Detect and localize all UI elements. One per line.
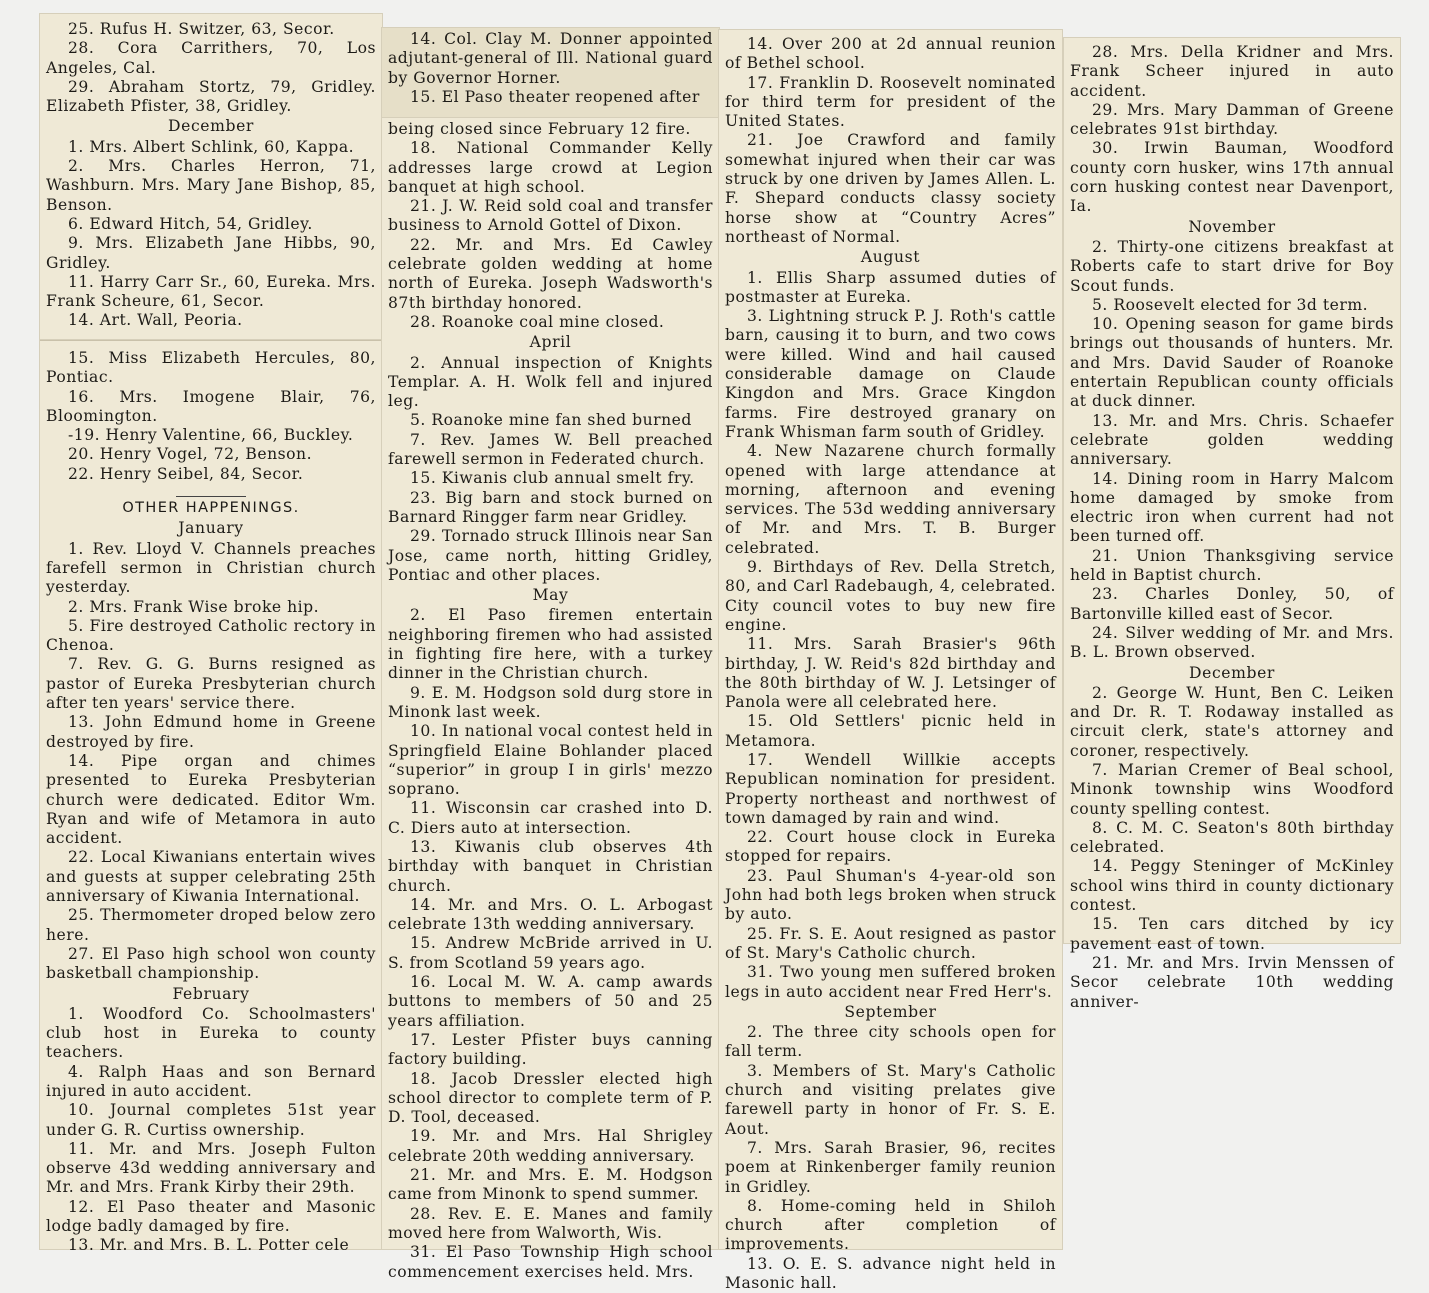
news-item: 2. The three city schools open for fall term. bbox=[725, 1023, 1056, 1061]
news-item: 21. Mr. and Mrs. E. M. Hodgson came from Minonk to spend summer. bbox=[388, 1166, 713, 1204]
news-item: 11. Harry Carr Sr., 60, Eureka. Mrs. Frank Scheure, 61, Secor. bbox=[46, 272, 376, 311]
month-heading: December bbox=[1189, 663, 1275, 682]
news-item: 11. Mrs. Sarah Brasier's 96th birthday, J. W. Reid's 82d birthday and the 80th birthday of W. J. Letsinger of Panola were all celebrated here. bbox=[725, 635, 1056, 712]
news-item: 13. Mr. and Mrs. Chris. Schaefer celebrate golden wedding anniversary. bbox=[1070, 411, 1394, 469]
news-item: 6. Edward Hitch, 54, Gridley. bbox=[68, 214, 313, 233]
news-item: 2. El Paso firemen entertain neighboring firemen who had assisted in fighting fire here, with a turkey dinner in the Christian church. bbox=[388, 606, 713, 683]
news-item: 23. Paul Shuman's 4-year-old son John had both legs broken when struck by auto. bbox=[725, 866, 1056, 924]
news-item: 5. Roosevelt elected for 3d term. bbox=[1092, 295, 1369, 314]
news-item: 22. Henry Seibel, 84, Secor. bbox=[68, 464, 304, 483]
news-item: 25. Fr. S. E. Aout resigned as pastor of St. Mary's Catholic church. bbox=[725, 924, 1056, 962]
news-item: 18. Jacob Dressler elected high school director to complete term of P. D. Tool, deceased. bbox=[388, 1069, 713, 1127]
news-item: 11. Mr. and Mrs. Joseph Fulton observe 43d wedding anniversary and Mr. and Mrs. Frank Kirby their 29th. bbox=[46, 1139, 376, 1197]
news-item: 24. Silver wedding of Mr. and Mrs. B. L. Brown observed. bbox=[1070, 623, 1394, 662]
news-item: 10. In national vocal contest held in Springfield Elaine Bohlander placed “superior” in group I in girls' mezzo soprano. bbox=[388, 722, 713, 799]
news-item: 20. Henry Vogel, 72, Benson. bbox=[68, 445, 313, 464]
news-item: 29. Tornado struck Illinois near San Jose, came north, hitting Gridley, Pontiac and other places. bbox=[388, 527, 713, 584]
news-item: 4. New Nazarene church formally opened with large attendance at morning, afternoon and evening services. The 53d wedding anniversary of Mr. and Mrs. T. B. Burger celebrated. bbox=[725, 442, 1056, 557]
news-item: 17. Franklin D. Roosevelt nominated for third term for president of the United States. bbox=[725, 73, 1056, 131]
news-item: 31. El Paso Township High school commencement exercises held. Mrs. bbox=[388, 1243, 713, 1281]
news-item: 7. Rev. James W. Bell preached farewell sermon in Federated church. bbox=[388, 430, 713, 469]
news-item: 1. Rev. Lloyd V. Channels preaches farefell sermon in Christian church yesterday. bbox=[46, 539, 376, 597]
news-item: 7. Rev. G. G. Burns resigned as pastor of Eureka Presbyterian church after ten years' service there. bbox=[46, 655, 376, 713]
news-item: 16. Local M. W. A. camp awards buttons to members of 50 and 25 years affiliation. bbox=[388, 973, 713, 1030]
news-item: 5. Roanoke mine fan shed burned bbox=[410, 411, 692, 430]
news-item: 3. Members of St. Mary's Catholic church and visiting prelates give farewell party in honor of Fr. S. E. Aout. bbox=[725, 1061, 1056, 1138]
month-heading: April bbox=[529, 333, 572, 352]
news-item: 15. El Paso theater reopened after bbox=[410, 87, 700, 106]
news-item: 2. George W. Hunt, Ben C. Leiken and Dr. R. T. Rodaway installed as circuit clerk, state's attorney and coroner, respectively. bbox=[1070, 683, 1394, 760]
news-item: 22. Court house clock in Eureka stopped for repairs. bbox=[725, 828, 1056, 866]
month-heading: November bbox=[1188, 217, 1276, 236]
news-item: 16. Mrs. Imogene Blair, 76, Bloomington. bbox=[46, 387, 376, 425]
news-item: 14. Mr. and Mrs. O. L. Arbogast celebrate 13th wedding anniversary. bbox=[388, 895, 713, 934]
news-item: 14. Art. Wall, Peoria. bbox=[68, 311, 243, 330]
clipping-column-3 bbox=[719, 30, 1062, 1292]
news-item: 14. Dining room in Harry Malcom home damaged by smoke from electric iron when current had not been turned off. bbox=[1070, 469, 1394, 546]
news-item: 30. Irwin Bauman, Woodford county corn husker, wins 17th annual corn husking contest near Davenport, Ia. bbox=[1070, 139, 1394, 216]
news-item: 14. Peggy Steninger of McKinley school wins third in county dictionary contest. bbox=[1070, 857, 1394, 915]
month-heading: February bbox=[172, 984, 250, 1003]
clipping-column-1-bottom bbox=[40, 340, 382, 1255]
news-item: 28. Roanoke coal mine closed. bbox=[410, 312, 665, 331]
news-item: 9. Mrs. Elizabeth Jane Hibbs, 90, Gridley. bbox=[46, 234, 376, 272]
news-item: 15. Andrew McBride arrived in U. S. from Scotland 59 years ago. bbox=[388, 934, 713, 972]
news-item: 9. E. M. Hodgson sold durg store in Minonk last week. bbox=[388, 683, 713, 721]
news-item: 7. Marian Cremer of Beal school, Minonk township wins Woodford county spelling contest. bbox=[1070, 760, 1394, 818]
news-item: 4. Ralph Haas and son Bernard injured in auto accident. bbox=[46, 1062, 376, 1100]
news-item: 22. Local Kiwanians entertain wives and guests at supper celebrating 25th anniversary of Kiwania International. bbox=[46, 848, 376, 906]
news-item: 15. Kiwanis club annual smelt fry. bbox=[410, 469, 695, 488]
news-item: 14. Pipe organ and chimes presented to Eureka Presbyterian church were dedicated. Editor Wm. Ryan and wife of Metamora in auto accident. bbox=[46, 751, 376, 848]
news-item: 25. Thermometer droped below zero here. bbox=[46, 906, 376, 944]
news-item: 23. Big barn and stock burned on Barnard Ringger farm near Gridley. bbox=[388, 488, 713, 526]
news-item: 28. Cora Carrithers, 70, Los Angeles, Cal. bbox=[46, 39, 376, 77]
news-item: 1. Woodford Co. Schoolmasters' club host in Eureka to county teachers. bbox=[46, 1004, 376, 1062]
news-item: 22. Mr. and Mrs. Ed Cawley celebrate golden wedding at home north of Eureka. Joseph Wadsworth's 87th birthday honored. bbox=[388, 235, 713, 312]
news-item: 15. Old Settlers' picnic held in Metamora. bbox=[725, 712, 1056, 750]
news-item: 3. Lightning struck P. J. Roth's cattle barn, causing it to burn, and two cows were killed. Wind and hail caused considerable damage on Claude Kingdon and Mrs. Grace Kingdon farms. Fire destroyed granary on Frank Whisman farm south of Gridley. bbox=[725, 307, 1056, 441]
news-item: 19. Mr. and Mrs. Hal Shrigley celebrate 20th wedding anniversary. bbox=[388, 1127, 713, 1165]
news-item: 23. Charles Donley, 50, of Bartonville killed east of Secor. bbox=[1070, 585, 1394, 623]
clipping-column-2-bottom bbox=[382, 118, 719, 1281]
news-item: 9. Birthdays of Rev. Della Stretch, 80, and Carl Radebaugh, 4, celebrated. City council votes to buy new fire engine. bbox=[725, 558, 1056, 634]
news-item: 10. Journal completes 51st year under G. R. Curtiss ownership. bbox=[46, 1101, 376, 1139]
news-item: 21. Joe Crawford and family somewhat injured when their car was struck by one driven by James Allen. L. F. Shepard conducts classy society horse show at “Country Acres” northeast of Normal. bbox=[725, 131, 1056, 246]
news-item: 18. National Commander Kelly addresses large crowd at Legion banquet at high school. bbox=[388, 139, 713, 196]
news-item: 5. Fire destroyed Catholic rectory in Chenoa. bbox=[46, 616, 376, 655]
clipping-column-4 bbox=[1064, 38, 1400, 1011]
news-item: 29. Abraham Stortz, 79, Gridley. Elizabeth Pfister, 38, Gridley. bbox=[46, 77, 376, 116]
news-item: 15. Miss Elizabeth Hercules, 80, Pontiac. bbox=[46, 349, 376, 387]
news-item: being closed since February 12 fire. bbox=[388, 120, 691, 138]
news-item: 31. Two young men suffered broken legs in auto accident near Fred Herr's. bbox=[725, 963, 1056, 1001]
news-item: 21. Union Thanksgiving service held in Baptist church. bbox=[1070, 546, 1394, 585]
news-item: 2. Mrs. Frank Wise broke hip. bbox=[68, 597, 320, 616]
news-item: 12. El Paso theater and Masonic lodge badly damaged by fire. bbox=[46, 1197, 376, 1236]
news-item: 14. Col. Clay M. Donner appointed adjutant-general of Ill. National guard by Governor Horner. bbox=[388, 30, 713, 87]
news-item: 13. O. E. S. advance night held in Masonic hall. bbox=[725, 1254, 1056, 1292]
section-heading: OTHER HAPPENINGS. bbox=[122, 500, 300, 517]
news-item: 25. Rufus H. Switzer, 63, Secor. bbox=[68, 20, 335, 38]
news-item: 13. Mr. and Mrs. B. L. Potter cele bbox=[68, 1236, 350, 1255]
news-item: 28. Rev. E. E. Manes and family moved here from Walworth, Wis. bbox=[388, 1204, 713, 1242]
news-item: 17. Lester Pfister buys canning factory building. bbox=[388, 1030, 713, 1069]
news-item: 13. John Edmund home in Greene destroyed by fire. bbox=[46, 713, 376, 751]
month-heading: August bbox=[860, 248, 921, 267]
news-item: 8. Home-coming held in Shiloh church after completion of improvements. bbox=[725, 1196, 1056, 1254]
news-item: 11. Wisconsin car crashed into D. C. Diers auto at intersection. bbox=[388, 799, 713, 837]
month-heading: May bbox=[532, 586, 569, 605]
news-item: -19. Henry Valentine, 66, Buckley. bbox=[68, 426, 354, 445]
news-item: 27. El Paso high school won county basketball championship. bbox=[46, 944, 376, 983]
clipping-column-2-top bbox=[382, 28, 719, 124]
news-item: 8. C. M. C. Seaton's 80th birthday celebrated. bbox=[1070, 818, 1394, 857]
news-item: 1. Mrs. Albert Schlink, 60, Kappa. bbox=[68, 137, 355, 156]
news-item: 2. Mrs. Charles Herron, 71, Washburn. Mrs. Mary Jane Bishop, 85, Benson. bbox=[46, 157, 376, 214]
news-item: 10. Opening season for game birds brings out thousands of hunters. Mr. and Mrs. David Sauder of Roanoke entertain Republican county officials at duck dinner. bbox=[1070, 315, 1394, 411]
news-item: 2. Annual inspection of Knights Templar. A. H. Wolk fell and injured leg. bbox=[388, 353, 713, 411]
month-heading: January bbox=[178, 519, 244, 538]
month-heading: September bbox=[844, 1002, 937, 1021]
news-item: 13. Kiwanis club observes 4th birthday with banquet in Christian church. bbox=[388, 837, 713, 895]
news-item: 7. Mrs. Sarah Brasier, 96, recites poem at Rinkenberger family reunion in Gridley. bbox=[725, 1138, 1056, 1196]
news-item: 17. Wendell Willkie accepts Republican nomination for president. Property northeast and northwest of town damaged by rain and wind. bbox=[725, 750, 1056, 827]
news-item: 21. J. W. Reid sold coal and transfer business to Arnold Gottel of Dixon. bbox=[388, 197, 713, 235]
news-item: 1. Ellis Sharp assumed duties of postmaster at Eureka. bbox=[725, 268, 1056, 306]
section-divider bbox=[176, 496, 246, 497]
news-item: 21. Mr. and Mrs. Irvin Menssen of Secor celebrate 10th wedding anniver- bbox=[1070, 953, 1394, 1011]
clipping-column-1-top bbox=[40, 14, 382, 340]
month-heading: December bbox=[168, 117, 254, 136]
news-item: 14. Over 200 at 2d annual reunion of Bethel school. bbox=[725, 35, 1056, 73]
news-item: 29. Mrs. Mary Damman of Greene celebrates 91st birthday. bbox=[1070, 100, 1394, 139]
news-item: 28. Mrs. Della Kridner and Mrs. Frank Scheer injured in auto accident. bbox=[1070, 43, 1394, 100]
news-item: 15. Ten cars ditched by icy pavement east of town. bbox=[1070, 915, 1394, 953]
news-item: 2. Thirty-one citizens breakfast at Roberts cafe to start drive for Boy Scout funds. bbox=[1070, 237, 1394, 295]
